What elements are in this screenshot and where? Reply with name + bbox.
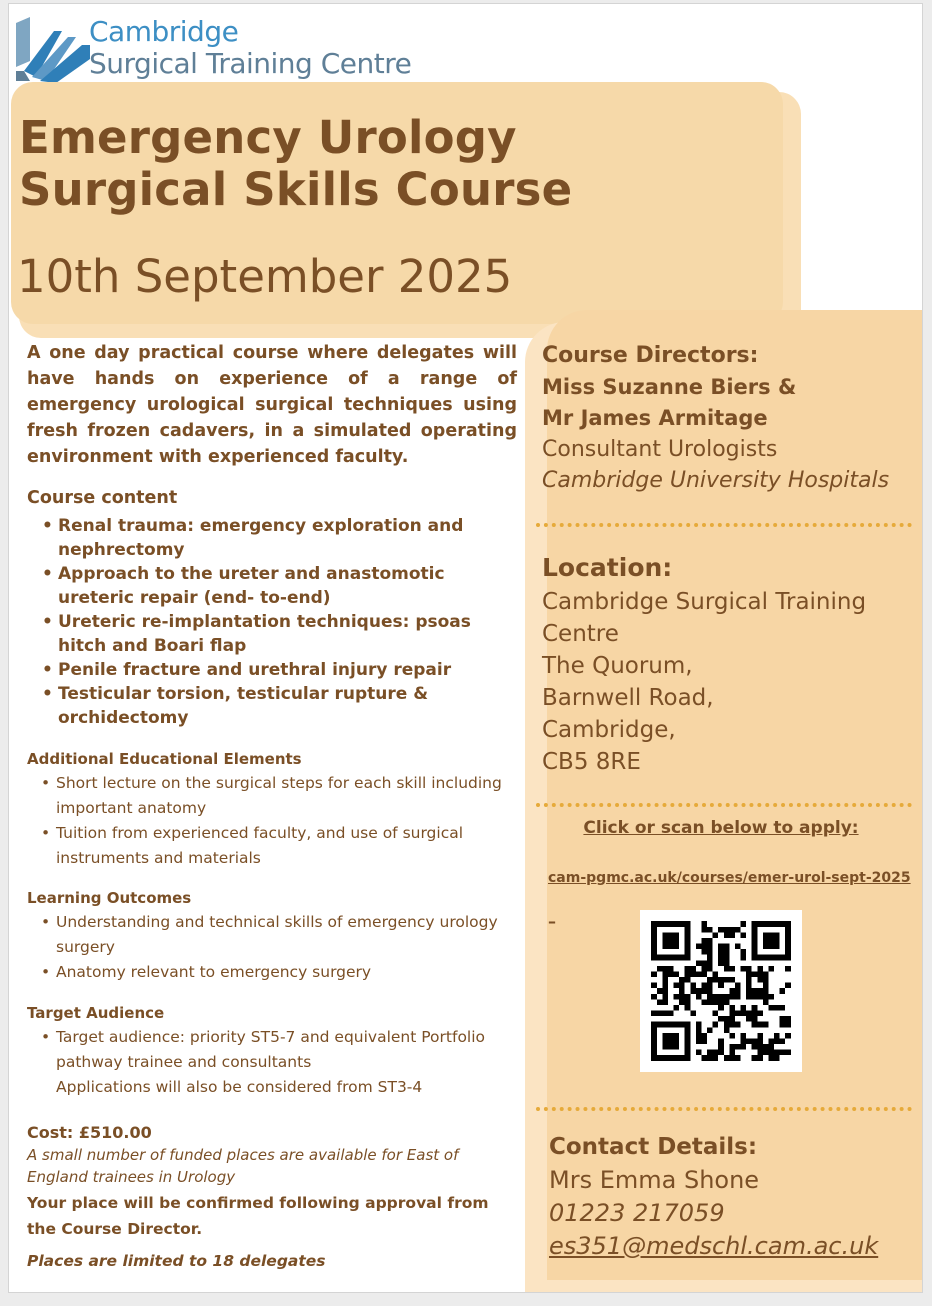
outcomes-heading: Learning Outcomes bbox=[27, 889, 192, 907]
course-directors bbox=[542, 340, 912, 496]
cost-note: A small number of funded places are available for East of England trainees in Urology bbox=[27, 1146, 459, 1186]
list-item: • Testicular torsion, testicular rupture & orchidectomy bbox=[27, 682, 517, 730]
list-item: • Anatomy relevant to emergency surgery bbox=[27, 960, 517, 985]
title-line1: Emergency Urology bbox=[19, 111, 517, 164]
logo-line1: Cambridge bbox=[89, 15, 239, 48]
contact-name: Mrs Emma Shone bbox=[549, 1166, 760, 1194]
course-content-heading: Course content bbox=[27, 488, 178, 508]
course-details bbox=[27, 340, 517, 1274]
directors-heading: Course Directors: bbox=[542, 343, 759, 368]
list-item: • Target audience: priority ST5-7 and equivalent Portfolio pathway trainee and consultants bbox=[27, 1025, 517, 1075]
director-name-2: Mr James Armitage bbox=[542, 406, 768, 430]
audience-extra: Applications will also be considered from ST3-4 bbox=[56, 1078, 423, 1096]
location-block bbox=[542, 550, 902, 778]
list-item: • Approach to the ureter and anastomotic ureteric repair (end- to-end) bbox=[27, 562, 517, 610]
apply-heading[interactable]: Click or scan below to apply: bbox=[583, 818, 859, 838]
additional-list bbox=[27, 771, 517, 871]
audience-list bbox=[27, 1025, 517, 1100]
divider bbox=[536, 523, 912, 527]
qr-code-icon[interactable] bbox=[640, 910, 802, 1072]
list-item: • Understanding and technical skills of emergency urology surgery bbox=[27, 910, 517, 960]
intro-paragraph: A one day practical course where delegates will have hands on experience of a range of emergency urological surgical techniques using fresh frozen cadavers, in a simulated operating environment with experienced faculty. bbox=[27, 343, 517, 467]
location-line: Barnwell Road, bbox=[542, 685, 714, 711]
list-item: • Tuition from experienced faculty, and use of surgical instruments and materials bbox=[27, 821, 517, 871]
confirmation-note: Your place will be confirmed following approval from the Course Director. bbox=[27, 1194, 489, 1238]
contact-phone[interactable]: 01223 217059 bbox=[549, 1199, 725, 1227]
director-name-1: Miss Suzanne Biers & bbox=[542, 375, 797, 399]
location-line: Cambridge, bbox=[542, 717, 676, 743]
director-hospital: Cambridge University Hospitals bbox=[542, 468, 890, 493]
logo-line2: Surgical Training Centre bbox=[89, 47, 412, 80]
outcomes-list bbox=[27, 910, 517, 985]
cstc-logo-icon bbox=[16, 17, 90, 87]
additional-heading: Additional Educational Elements bbox=[27, 750, 302, 768]
title-line2: Surgical Skills Course bbox=[19, 163, 573, 216]
course-date: 10th September 2025 bbox=[17, 250, 513, 303]
contact-email-link[interactable]: es351@medschl.cam.ac.uk bbox=[549, 1232, 879, 1260]
cost-label: Cost: £510.00 bbox=[27, 1123, 152, 1142]
divider bbox=[536, 803, 912, 807]
list-item: • Penile fracture and urethral injury repair bbox=[27, 658, 517, 682]
location-line: Centre bbox=[542, 621, 619, 647]
contact-block bbox=[549, 1130, 909, 1263]
dash-mark: – bbox=[548, 912, 556, 931]
list-item: • Short lecture on the surgical steps for each skill including important anatomy bbox=[27, 771, 517, 821]
location-line: Cambridge Surgical Training bbox=[542, 589, 867, 615]
director-role: Consultant Urologists bbox=[542, 437, 778, 462]
location-line: The Quorum, bbox=[542, 653, 693, 679]
places-limit: Places are limited to 18 delegates bbox=[27, 1252, 326, 1270]
logo-text bbox=[89, 16, 411, 80]
course-title bbox=[19, 112, 572, 216]
course-content-list bbox=[27, 514, 517, 730]
location-heading: Location: bbox=[542, 553, 673, 582]
list-item: • Renal trauma: emergency exploration and nephrectomy bbox=[27, 514, 517, 562]
list-item: • Ureteric re-implantation techniques: psoas hitch and Boari flap bbox=[27, 610, 517, 658]
location-line: CB5 8RE bbox=[542, 749, 641, 775]
divider bbox=[536, 1107, 912, 1111]
contact-heading: Contact Details: bbox=[549, 1134, 758, 1160]
audience-heading: Target Audience bbox=[27, 1004, 165, 1022]
apply-link[interactable]: cam-pgmc.ac.uk/courses/emer-urol-sept-2025 bbox=[548, 870, 911, 886]
